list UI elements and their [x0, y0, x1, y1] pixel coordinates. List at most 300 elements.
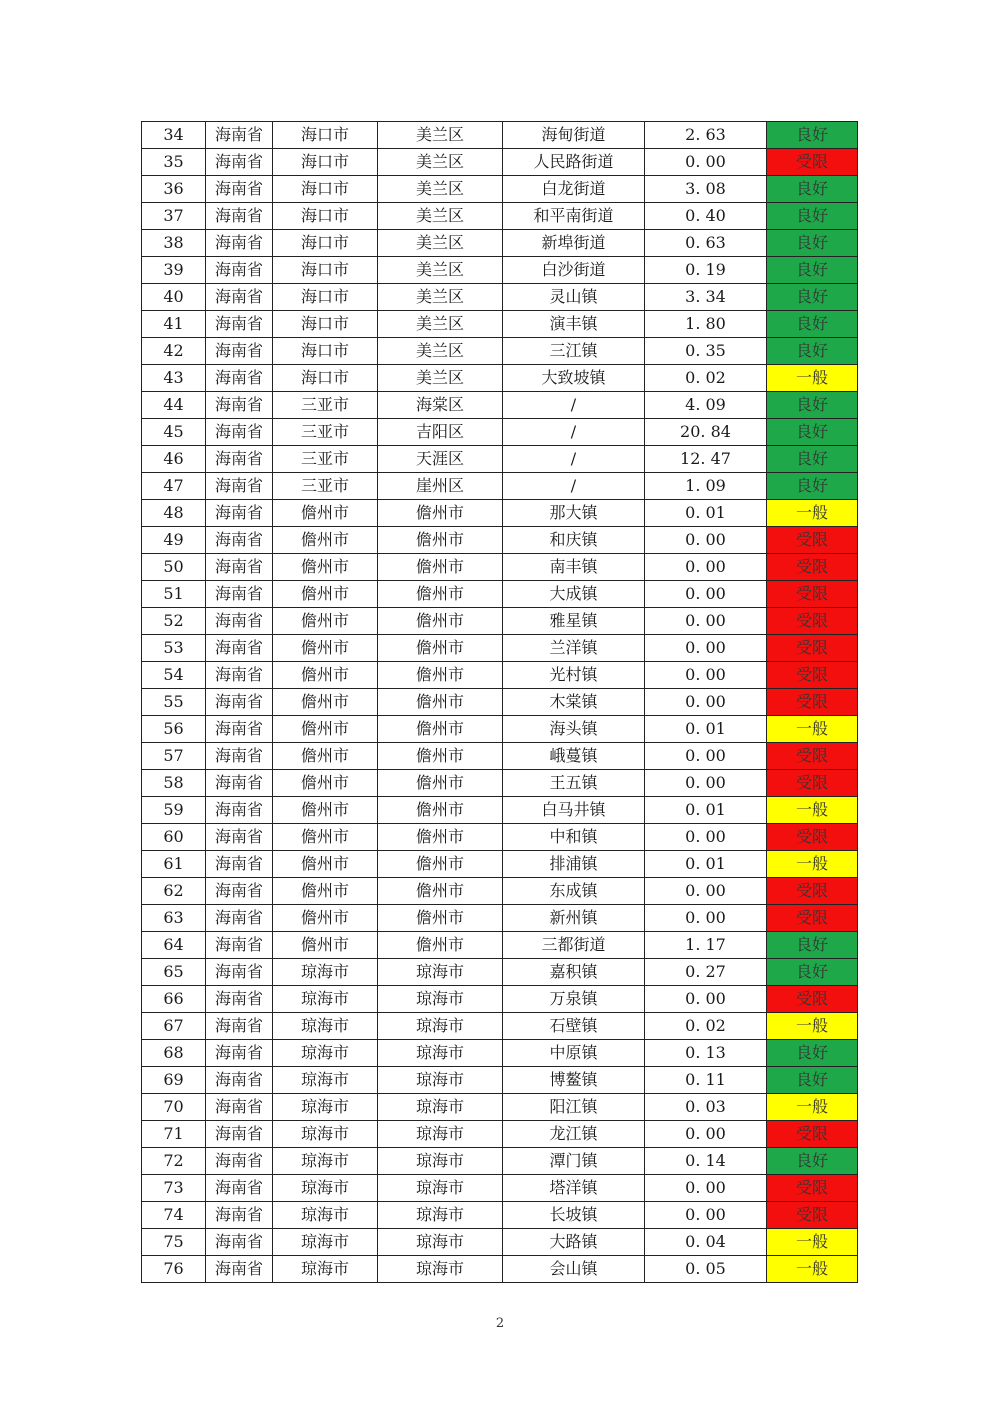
town-cell: / — [503, 473, 645, 500]
value-cell: 0. 01 — [645, 716, 767, 743]
town-cell: 演丰镇 — [503, 311, 645, 338]
province-cell: 海南省 — [206, 770, 273, 797]
row-number: 50 — [142, 554, 206, 581]
row-number: 64 — [142, 932, 206, 959]
level-cell: 良好 — [767, 1067, 858, 1094]
town-cell: 东成镇 — [503, 878, 645, 905]
level-cell: 受限 — [767, 743, 858, 770]
row-number: 68 — [142, 1040, 206, 1067]
value-cell: 0. 01 — [645, 500, 767, 527]
city-cell: 三亚市 — [273, 446, 378, 473]
row-number: 73 — [142, 1175, 206, 1202]
district-cell: 琼海市 — [378, 1256, 503, 1283]
town-cell: 大路镇 — [503, 1229, 645, 1256]
city-cell: 琼海市 — [273, 1094, 378, 1121]
district-cell: 海棠区 — [378, 392, 503, 419]
table-row — [142, 1202, 858, 1229]
province-cell: 海南省 — [206, 689, 273, 716]
table-row — [142, 1121, 858, 1148]
row-number: 34 — [142, 122, 206, 149]
table-row — [142, 554, 858, 581]
city-cell: 海口市 — [273, 338, 378, 365]
level-cell: 受限 — [767, 527, 858, 554]
province-cell: 海南省 — [206, 581, 273, 608]
table-row — [142, 1229, 858, 1256]
row-number: 58 — [142, 770, 206, 797]
town-cell: 新埠街道 — [503, 230, 645, 257]
table-row — [142, 365, 858, 392]
city-cell: 海口市 — [273, 230, 378, 257]
town-cell: / — [503, 419, 645, 446]
value-cell: 0. 00 — [645, 986, 767, 1013]
level-cell: 受限 — [767, 149, 858, 176]
city-cell: 儋州市 — [273, 608, 378, 635]
value-cell: 0. 00 — [645, 689, 767, 716]
level-cell: 一般 — [767, 1013, 858, 1040]
district-cell: 琼海市 — [378, 986, 503, 1013]
town-cell: 大成镇 — [503, 581, 645, 608]
province-cell: 海南省 — [206, 851, 273, 878]
level-cell: 良好 — [767, 446, 858, 473]
level-cell: 受限 — [767, 608, 858, 635]
row-number: 66 — [142, 986, 206, 1013]
level-cell: 受限 — [767, 581, 858, 608]
district-cell: 琼海市 — [378, 1094, 503, 1121]
value-cell: 0. 00 — [645, 527, 767, 554]
row-number: 39 — [142, 257, 206, 284]
district-cell: 美兰区 — [378, 257, 503, 284]
province-cell: 海南省 — [206, 203, 273, 230]
row-number: 69 — [142, 1067, 206, 1094]
district-cell: 儋州市 — [378, 500, 503, 527]
town-cell: 和庆镇 — [503, 527, 645, 554]
data-table — [141, 121, 858, 1283]
level-cell: 良好 — [767, 1040, 858, 1067]
city-cell: 儋州市 — [273, 905, 378, 932]
district-cell: 儋州市 — [378, 608, 503, 635]
province-cell: 海南省 — [206, 473, 273, 500]
province-cell: 海南省 — [206, 1175, 273, 1202]
city-cell: 琼海市 — [273, 1013, 378, 1040]
province-cell: 海南省 — [206, 392, 273, 419]
district-cell: 儋州市 — [378, 824, 503, 851]
level-cell: 良好 — [767, 959, 858, 986]
value-cell: 3. 34 — [645, 284, 767, 311]
level-cell: 受限 — [767, 986, 858, 1013]
row-number: 71 — [142, 1121, 206, 1148]
page-number: 2 — [495, 1316, 505, 1331]
province-cell: 海南省 — [206, 257, 273, 284]
province-cell: 海南省 — [206, 527, 273, 554]
value-cell: 0. 13 — [645, 1040, 767, 1067]
district-cell: 儋州市 — [378, 797, 503, 824]
district-cell: 美兰区 — [378, 338, 503, 365]
city-cell: 海口市 — [273, 284, 378, 311]
town-cell: 那大镇 — [503, 500, 645, 527]
town-cell: 海甸街道 — [503, 122, 645, 149]
row-number: 55 — [142, 689, 206, 716]
town-cell: / — [503, 446, 645, 473]
row-number: 43 — [142, 365, 206, 392]
table-row — [142, 149, 858, 176]
province-cell: 海南省 — [206, 1202, 273, 1229]
level-cell: 受限 — [767, 824, 858, 851]
city-cell: 儋州市 — [273, 689, 378, 716]
level-cell: 一般 — [767, 797, 858, 824]
district-cell: 琼海市 — [378, 1040, 503, 1067]
district-cell: 美兰区 — [378, 176, 503, 203]
province-cell: 海南省 — [206, 446, 273, 473]
city-cell: 儋州市 — [273, 743, 378, 770]
level-cell: 受限 — [767, 770, 858, 797]
town-cell: 南丰镇 — [503, 554, 645, 581]
province-cell: 海南省 — [206, 716, 273, 743]
district-cell: 美兰区 — [378, 230, 503, 257]
province-cell: 海南省 — [206, 176, 273, 203]
table-row — [142, 1256, 858, 1283]
town-cell: 万泉镇 — [503, 986, 645, 1013]
town-cell: 新州镇 — [503, 905, 645, 932]
town-cell: 潭门镇 — [503, 1148, 645, 1175]
province-cell: 海南省 — [206, 878, 273, 905]
value-cell: 0. 27 — [645, 959, 767, 986]
district-cell: 儋州市 — [378, 743, 503, 770]
town-cell: 白马井镇 — [503, 797, 645, 824]
district-cell: 儋州市 — [378, 662, 503, 689]
row-number: 36 — [142, 176, 206, 203]
row-number: 70 — [142, 1094, 206, 1121]
level-cell: 良好 — [767, 230, 858, 257]
table-row — [142, 716, 858, 743]
province-cell: 海南省 — [206, 1148, 273, 1175]
level-cell: 一般 — [767, 1094, 858, 1121]
level-cell: 良好 — [767, 392, 858, 419]
town-cell: 峨蔓镇 — [503, 743, 645, 770]
district-cell: 美兰区 — [378, 365, 503, 392]
value-cell: 0. 14 — [645, 1148, 767, 1175]
city-cell: 琼海市 — [273, 1229, 378, 1256]
district-cell: 琼海市 — [378, 1013, 503, 1040]
district-cell: 儋州市 — [378, 716, 503, 743]
town-cell: 人民路街道 — [503, 149, 645, 176]
row-number: 67 — [142, 1013, 206, 1040]
city-cell: 琼海市 — [273, 1175, 378, 1202]
level-cell: 良好 — [767, 473, 858, 500]
table-row — [142, 527, 858, 554]
level-cell: 受限 — [767, 878, 858, 905]
city-cell: 儋州市 — [273, 635, 378, 662]
table-row — [142, 473, 858, 500]
province-cell: 海南省 — [206, 1013, 273, 1040]
district-cell: 美兰区 — [378, 122, 503, 149]
value-cell: 0. 19 — [645, 257, 767, 284]
table-body — [142, 122, 858, 1283]
province-cell: 海南省 — [206, 365, 273, 392]
province-cell: 海南省 — [206, 311, 273, 338]
row-number: 48 — [142, 500, 206, 527]
table-row — [142, 1175, 858, 1202]
city-cell: 儋州市 — [273, 878, 378, 905]
level-cell: 一般 — [767, 716, 858, 743]
province-cell: 海南省 — [206, 1121, 273, 1148]
district-cell: 儋州市 — [378, 527, 503, 554]
table-row — [142, 500, 858, 527]
table-row — [142, 230, 858, 257]
town-cell: 大致坡镇 — [503, 365, 645, 392]
city-cell: 儋州市 — [273, 716, 378, 743]
city-cell: 琼海市 — [273, 1256, 378, 1283]
value-cell: 0. 03 — [645, 1094, 767, 1121]
table-row — [142, 122, 858, 149]
table-row — [142, 257, 858, 284]
town-cell: 三江镇 — [503, 338, 645, 365]
level-cell: 一般 — [767, 851, 858, 878]
city-cell: 海口市 — [273, 257, 378, 284]
town-cell: 中原镇 — [503, 1040, 645, 1067]
province-cell: 海南省 — [206, 824, 273, 851]
level-cell: 受限 — [767, 1202, 858, 1229]
province-cell: 海南省 — [206, 230, 273, 257]
province-cell: 海南省 — [206, 1256, 273, 1283]
row-number: 35 — [142, 149, 206, 176]
table-row — [142, 824, 858, 851]
value-cell: 0. 00 — [645, 878, 767, 905]
value-cell: 0. 40 — [645, 203, 767, 230]
province-cell: 海南省 — [206, 1040, 273, 1067]
city-cell: 海口市 — [273, 149, 378, 176]
row-number: 41 — [142, 311, 206, 338]
table-row — [142, 797, 858, 824]
table-row — [142, 311, 858, 338]
row-number: 74 — [142, 1202, 206, 1229]
city-cell: 三亚市 — [273, 473, 378, 500]
district-cell: 儋州市 — [378, 878, 503, 905]
level-cell: 良好 — [767, 257, 858, 284]
town-cell: 阳江镇 — [503, 1094, 645, 1121]
city-cell: 儋州市 — [273, 581, 378, 608]
district-cell: 美兰区 — [378, 284, 503, 311]
town-cell: 海头镇 — [503, 716, 645, 743]
district-cell: 琼海市 — [378, 959, 503, 986]
city-cell: 儋州市 — [273, 554, 378, 581]
town-cell: 和平南街道 — [503, 203, 645, 230]
value-cell: 1. 09 — [645, 473, 767, 500]
city-cell: 海口市 — [273, 365, 378, 392]
level-cell: 一般 — [767, 1256, 858, 1283]
province-cell: 海南省 — [206, 284, 273, 311]
table-row — [142, 932, 858, 959]
level-cell: 一般 — [767, 500, 858, 527]
row-number: 52 — [142, 608, 206, 635]
table-row — [142, 338, 858, 365]
value-cell: 0. 00 — [645, 662, 767, 689]
province-cell: 海南省 — [206, 635, 273, 662]
value-cell: 0. 35 — [645, 338, 767, 365]
city-cell: 海口市 — [273, 122, 378, 149]
value-cell: 12. 47 — [645, 446, 767, 473]
value-cell: 0. 05 — [645, 1256, 767, 1283]
district-cell: 美兰区 — [378, 311, 503, 338]
table-row — [142, 986, 858, 1013]
value-cell: 0. 00 — [645, 1202, 767, 1229]
value-cell: 0. 01 — [645, 851, 767, 878]
town-cell: 博鳌镇 — [503, 1067, 645, 1094]
value-cell: 1. 80 — [645, 311, 767, 338]
table-row — [142, 770, 858, 797]
value-cell: 1. 17 — [645, 932, 767, 959]
table-row — [142, 203, 858, 230]
row-number: 38 — [142, 230, 206, 257]
province-cell: 海南省 — [206, 797, 273, 824]
value-cell: 20. 84 — [645, 419, 767, 446]
district-cell: 儋州市 — [378, 554, 503, 581]
city-cell: 琼海市 — [273, 1148, 378, 1175]
town-cell: 嘉积镇 — [503, 959, 645, 986]
district-cell: 琼海市 — [378, 1121, 503, 1148]
level-cell: 受限 — [767, 554, 858, 581]
city-cell: 琼海市 — [273, 1121, 378, 1148]
city-cell: 海口市 — [273, 311, 378, 338]
table-row — [142, 446, 858, 473]
value-cell: 0. 00 — [645, 581, 767, 608]
district-cell: 琼海市 — [378, 1229, 503, 1256]
table-row — [142, 1148, 858, 1175]
table-row — [142, 176, 858, 203]
city-cell: 海口市 — [273, 176, 378, 203]
town-cell: 排浦镇 — [503, 851, 645, 878]
district-cell: 天涯区 — [378, 446, 503, 473]
value-cell: 0. 00 — [645, 1121, 767, 1148]
table-row — [142, 959, 858, 986]
table-row — [142, 878, 858, 905]
row-number: 72 — [142, 1148, 206, 1175]
row-number: 49 — [142, 527, 206, 554]
city-cell: 儋州市 — [273, 500, 378, 527]
province-cell: 海南省 — [206, 149, 273, 176]
city-cell: 儋州市 — [273, 851, 378, 878]
district-cell: 崖州区 — [378, 473, 503, 500]
value-cell: 3. 08 — [645, 176, 767, 203]
town-cell: 灵山镇 — [503, 284, 645, 311]
level-cell: 受限 — [767, 662, 858, 689]
city-cell: 儋州市 — [273, 770, 378, 797]
table-row — [142, 392, 858, 419]
table-row — [142, 635, 858, 662]
value-cell: 0. 00 — [645, 743, 767, 770]
town-cell: 三都街道 — [503, 932, 645, 959]
province-cell: 海南省 — [206, 419, 273, 446]
row-number: 75 — [142, 1229, 206, 1256]
table-row — [142, 1067, 858, 1094]
table-row — [142, 851, 858, 878]
city-cell: 儋州市 — [273, 662, 378, 689]
province-cell: 海南省 — [206, 1229, 273, 1256]
value-cell: 0. 63 — [645, 230, 767, 257]
district-cell: 琼海市 — [378, 1202, 503, 1229]
value-cell: 0. 00 — [645, 905, 767, 932]
town-cell: 白沙街道 — [503, 257, 645, 284]
province-cell: 海南省 — [206, 662, 273, 689]
district-cell: 琼海市 — [378, 1148, 503, 1175]
value-cell: 0. 00 — [645, 608, 767, 635]
value-cell: 0. 02 — [645, 1013, 767, 1040]
table-row — [142, 581, 858, 608]
value-cell: 4. 09 — [645, 392, 767, 419]
town-cell: 兰洋镇 — [503, 635, 645, 662]
level-cell: 良好 — [767, 203, 858, 230]
city-cell: 海口市 — [273, 203, 378, 230]
row-number: 53 — [142, 635, 206, 662]
value-cell: 2. 63 — [645, 122, 767, 149]
city-cell: 琼海市 — [273, 1202, 378, 1229]
city-cell: 儋州市 — [273, 797, 378, 824]
level-cell: 良好 — [767, 932, 858, 959]
value-cell: 0. 00 — [645, 554, 767, 581]
row-number: 56 — [142, 716, 206, 743]
district-cell: 儋州市 — [378, 581, 503, 608]
district-cell: 儋州市 — [378, 635, 503, 662]
town-cell: 石壁镇 — [503, 1013, 645, 1040]
district-cell: 美兰区 — [378, 149, 503, 176]
province-cell: 海南省 — [206, 959, 273, 986]
city-cell: 琼海市 — [273, 986, 378, 1013]
row-number: 63 — [142, 905, 206, 932]
province-cell: 海南省 — [206, 608, 273, 635]
district-cell: 儋州市 — [378, 851, 503, 878]
value-cell: 0. 00 — [645, 149, 767, 176]
row-number: 54 — [142, 662, 206, 689]
row-number: 44 — [142, 392, 206, 419]
row-number: 62 — [142, 878, 206, 905]
province-cell: 海南省 — [206, 338, 273, 365]
town-cell: 白龙街道 — [503, 176, 645, 203]
table-row — [142, 1094, 858, 1121]
town-cell: 塔洋镇 — [503, 1175, 645, 1202]
town-cell: 中和镇 — [503, 824, 645, 851]
level-cell: 良好 — [767, 1148, 858, 1175]
district-cell: 琼海市 — [378, 1067, 503, 1094]
row-number: 42 — [142, 338, 206, 365]
town-cell: 雅星镇 — [503, 608, 645, 635]
town-cell: 会山镇 — [503, 1256, 645, 1283]
level-cell: 良好 — [767, 176, 858, 203]
row-number: 46 — [142, 446, 206, 473]
district-cell: 美兰区 — [378, 203, 503, 230]
table-row — [142, 1013, 858, 1040]
city-cell: 三亚市 — [273, 392, 378, 419]
row-number: 65 — [142, 959, 206, 986]
province-cell: 海南省 — [206, 1067, 273, 1094]
level-cell: 良好 — [767, 338, 858, 365]
row-number: 40 — [142, 284, 206, 311]
town-cell: 龙江镇 — [503, 1121, 645, 1148]
level-cell: 良好 — [767, 122, 858, 149]
table-row — [142, 1040, 858, 1067]
province-cell: 海南省 — [206, 905, 273, 932]
city-cell: 儋州市 — [273, 932, 378, 959]
province-cell: 海南省 — [206, 1094, 273, 1121]
town-cell: 木棠镇 — [503, 689, 645, 716]
level-cell: 良好 — [767, 284, 858, 311]
district-cell: 吉阳区 — [378, 419, 503, 446]
row-number: 57 — [142, 743, 206, 770]
level-cell: 一般 — [767, 1229, 858, 1256]
table-row — [142, 419, 858, 446]
row-number: 45 — [142, 419, 206, 446]
value-cell: 0. 01 — [645, 797, 767, 824]
row-number: 59 — [142, 797, 206, 824]
row-number: 37 — [142, 203, 206, 230]
